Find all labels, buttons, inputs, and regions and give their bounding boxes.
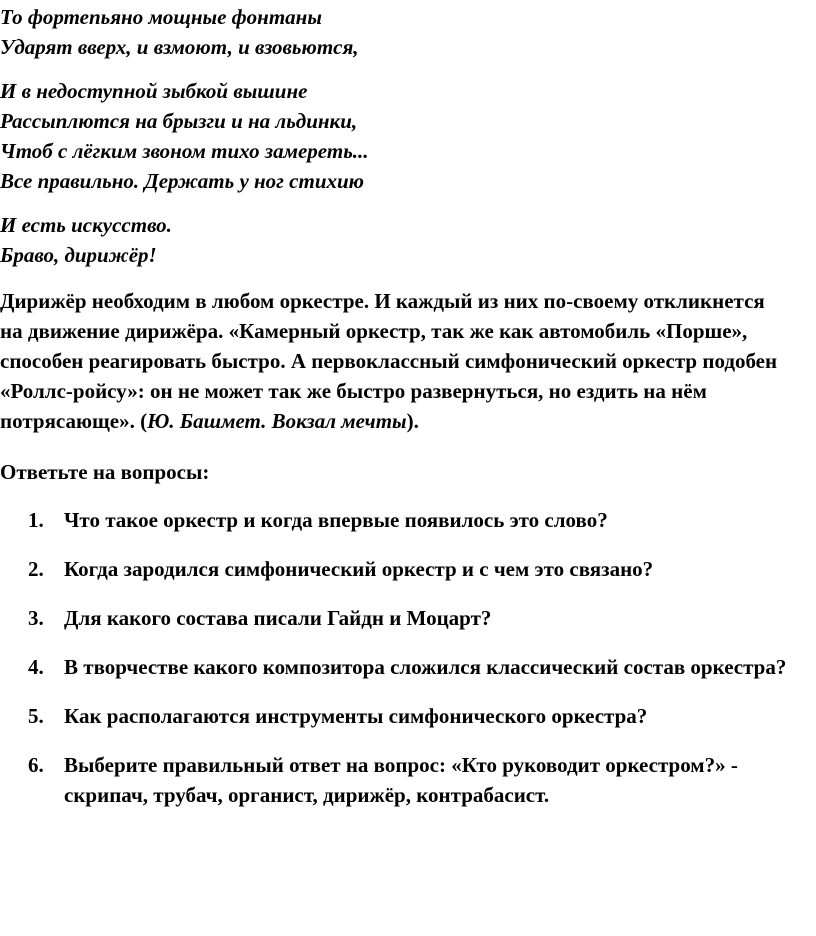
question-text: Когда зародился симфонический оркестр и с чем это связано?: [64, 557, 654, 581]
question-number: 3.: [28, 606, 44, 630]
quote-text: Дирижёр необходим в любом оркестре. И каждый из них по-своему откликнется на движение дирижёра. «Камерный оркестр, так же как автомобиль «Порше», способен реагировать быстро. А первоклассный симфонический оркестр подобен «Роллс-ройсу»: он не может так же быстро развернуться, но ездить на нём потрясающе». (: [0, 289, 778, 433]
poem-line: То фортепьяно мощные фонтаны: [0, 5, 322, 29]
question-number: 1.: [28, 508, 44, 532]
questions-heading: Ответьте на вопросы:: [0, 460, 210, 484]
poem-stanza: [0, 210, 816, 270]
quote-paragraph: [0, 286, 792, 436]
question-number: 6.: [28, 753, 44, 777]
question-text: Выберите правильный ответ на вопрос: «Кто руководит оркестром?» - скрипач, трубач, органист, дирижёр, контрабасист.: [64, 753, 738, 807]
poem-line: И в недоступной зыбкой вышине: [0, 79, 308, 103]
question-number: 2.: [28, 557, 44, 581]
question-item: [0, 652, 816, 682]
question-text: В творчестве какого композитора сложился классический состав оркестра?: [64, 655, 787, 679]
question-item: [0, 701, 816, 731]
poem-line: Чтоб с лёгким звоном тихо замереть...: [0, 139, 369, 163]
quote-closing: ).: [406, 409, 419, 433]
poem-line: Все правильно. Держать у ног стихию: [0, 169, 365, 193]
question-item: [0, 603, 816, 633]
poem-stanza: [0, 76, 816, 196]
question-text: Что такое оркестр и когда впервые появилось это слово?: [64, 508, 608, 532]
question-item: [0, 505, 816, 535]
question-text: Как располагаются инструменты симфонического оркестра?: [64, 704, 648, 728]
poem-stanza: [0, 2, 816, 62]
question-item: [0, 554, 816, 584]
question-number: 5.: [28, 704, 44, 728]
poem-line: И есть искусство.: [0, 213, 172, 237]
quote-source-author: Ю. Башмет.: [147, 409, 267, 433]
quote-source-title: Вокзал мечты: [271, 409, 407, 433]
poem: [0, 2, 816, 270]
question-number: 4.: [28, 655, 44, 679]
question-text: Для какого состава писали Гайдн и Моцарт?: [64, 606, 492, 630]
poem-line: Браво, дирижёр!: [0, 243, 157, 267]
poem-line: Ударят вверх, и взмоют, и взовьются,: [0, 35, 359, 59]
questions-list: [0, 505, 816, 810]
poem-line: Рассыплются на брызги и на льдинки,: [0, 109, 358, 133]
question-item: [0, 750, 816, 810]
